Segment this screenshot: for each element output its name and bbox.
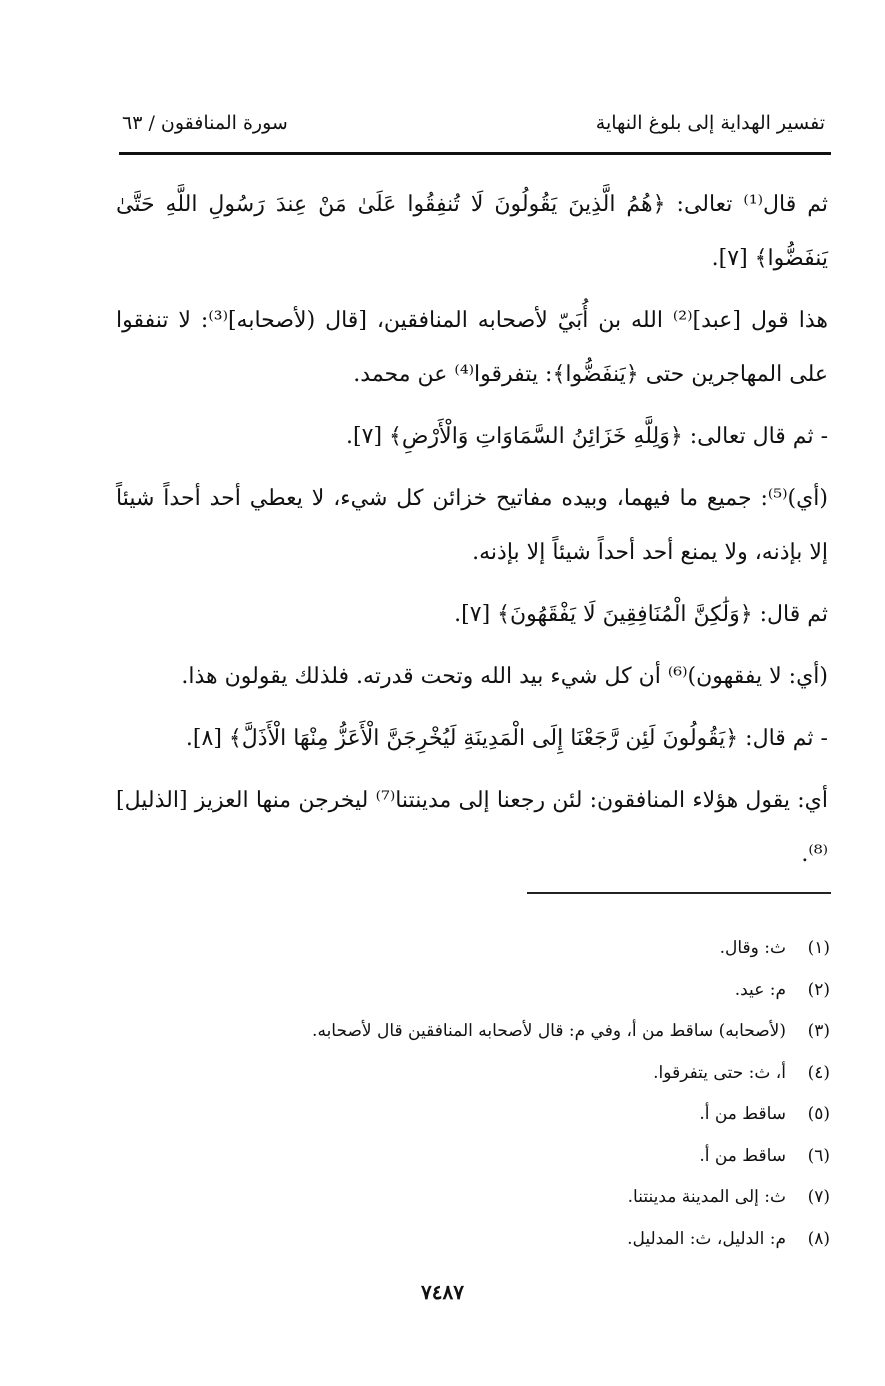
- footnote-text: أ، ث: حتى يتفرقوا.: [653, 1062, 786, 1083]
- paragraph-6: (أي: لا يفقهون)⁽⁶⁾ أن كل شيء بيد الله وتحت قدرته. فلذلك يقولون هذا.: [181, 664, 828, 689]
- footnotes: [110, 928, 830, 1260]
- footnote-number: (٣): [807, 1021, 830, 1041]
- footnote-item: [110, 1136, 830, 1178]
- footnote-number: (٢): [807, 979, 830, 1000]
- paragraph-7: - ثم قال: ﴿يَقُولُونَ لَئِن رَّجَعْنَا إِلَى الْمَدِينَةِ لَيُخْرِجَنَّ الْأَعَزُّ مِنْهَا الْأَذَلَّ﴾ [٨].: [185, 726, 828, 751]
- footnote-number: (٧): [807, 1187, 830, 1207]
- paragraph-8: أي: يقول هؤلاء المنافقون: لئن رجعنا إلى مدينتنا⁽⁷⁾ ليخرجن منها العزيز [الذليل]⁽⁸⁾.: [116, 788, 828, 867]
- main-text: [116, 178, 828, 882]
- footnote-text: ساقط من أ.: [699, 1104, 786, 1124]
- footnote-text: ث: وقال.: [719, 938, 786, 958]
- footnote-item: [110, 1219, 830, 1261]
- footnote-text: م: عيد.: [734, 979, 786, 1000]
- footnote-number: (٤): [807, 1062, 830, 1083]
- footnote-text: م: الدليل، ث: المدليل.: [627, 1228, 786, 1249]
- paragraph-2: هذا قول [عبد]⁽²⁾ الله بن أُبَيّ لأصحابه المنافقين، [قال (لأصحابه]⁽³⁾: لا تنفقوا على المهاجرين حتى ﴿يَنفَضُّوا﴾: يتفرقوا⁽⁴⁾ عن محمد.: [116, 308, 828, 387]
- footnote-text: ث: إلى المدينة مدينتنا.: [627, 1187, 786, 1207]
- paragraph-1: ثم قال⁽¹⁾ تعالى: ﴿هُمُ الَّذِينَ يَقُولُونَ لَا تُنفِقُوا عَلَىٰ مَنْ عِندَ رَسُولِ اللَّهِ حَتَّىٰ يَنفَضُّوا﴾ [٧].: [116, 192, 828, 271]
- header-rule: [119, 152, 831, 155]
- footnote-text: (لأصحابه) ساقط من أ، وفي م: قال لأصحابه المنافقين قال لأصحابه.: [312, 1021, 786, 1041]
- running-header-surah: سورة المنافقون / ٦٣: [122, 112, 288, 134]
- footnote-item: [110, 1094, 830, 1136]
- footnote-item: [110, 1177, 830, 1219]
- footnote-rule: [527, 892, 831, 894]
- running-header-book-title: تفسير الهداية إلى بلوغ النهاية: [595, 112, 825, 134]
- footnote-item: [110, 1053, 830, 1095]
- footnote-text: ساقط من أ.: [699, 1145, 786, 1166]
- paragraph-5: ثم قال: ﴿وَلَٰكِنَّ الْمُنَافِقِينَ لَا يَفْقَهُونَ﴾ [٧].: [454, 602, 828, 627]
- footnote-number: (٨): [807, 1228, 830, 1249]
- footnote-item: [110, 1011, 830, 1053]
- page-number: ٧٤٨٧: [421, 1280, 464, 1304]
- footnote-number: (٦): [807, 1145, 830, 1166]
- footnote-item: [110, 928, 830, 970]
- footnote-item: [110, 970, 830, 1012]
- footnote-number: (١): [807, 938, 830, 958]
- paragraph-3: - ثم قال تعالى: ﴿وَلِلَّهِ خَزَائِنُ السَّمَاوَاتِ وَالْأَرْضِ﴾ [٧].: [346, 424, 828, 449]
- footnote-number: (٥): [807, 1104, 830, 1124]
- paragraph-4: (أي)⁽⁵⁾: جميع ما فيهما، وبيده مفاتيح خزائن كل شيء، لا يعطي أحد أحداً شيئاً إلا بإذنه، ولا يمنع أحد أحداً شيئاً إلا بإذنه.: [116, 486, 828, 565]
